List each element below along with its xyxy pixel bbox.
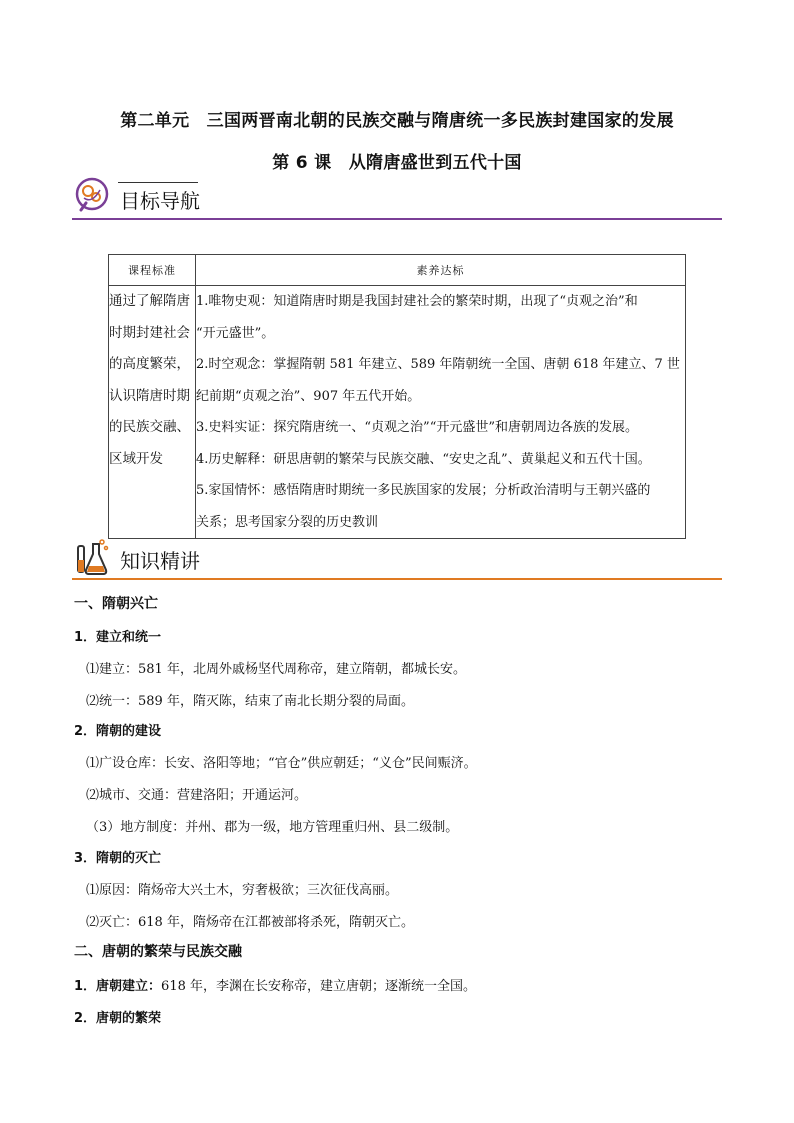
list-item: ⑵统一：589 年，隋灭陈，结束了南北长期分裂的局面。 xyxy=(86,694,414,709)
goal-line: 4.历史解释：研思唐朝的繁荣与民族交融、“安史之乱”、黄巢起义和五代十国。 xyxy=(196,451,651,467)
table-header-goals: 素养达标 xyxy=(196,255,686,286)
list-item: ⑵灭亡：618 年，隋炀帝在江都被部将杀死，隋朝灭亡。 xyxy=(86,915,414,930)
subheading: 3．隋朝的灭亡 xyxy=(74,851,162,866)
section-label-knowledge: 知识精讲 xyxy=(120,549,200,573)
list-item: ⑴广设仓库：长安、洛阳等地；“官仓”供应朝廷；“义仓”民间赈济。 xyxy=(86,756,477,771)
list-item xyxy=(74,975,476,994)
list-item: ⑴原因：隋炀帝大兴土木，穷奢极欲；三次征伐高丽。 xyxy=(86,883,399,898)
section-header-goal xyxy=(68,176,722,220)
part-heading: 二、唐朝的繁荣与民族交融 xyxy=(74,944,242,960)
item-text: 618 年，李渊在长安称帝，建立唐朝；逐渐统一全国。 xyxy=(161,979,476,994)
table-header-row xyxy=(109,255,686,286)
lab-flask-icon xyxy=(72,536,112,576)
section-header-knowledge xyxy=(68,536,722,580)
standard-cell xyxy=(109,286,196,539)
goal-line: 纪前期“贞观之治”、907 年五代开始。 xyxy=(196,388,421,404)
subheading: 2．隋朝的建设 xyxy=(74,724,162,739)
table-header-standard: 课程标准 xyxy=(109,255,196,286)
goal-line: 5.家国情怀：感悟隋唐时期统一多民族国家的发展；分析政治清明与王朝兴盛的 xyxy=(196,483,651,498)
part-heading: 一、隋朝兴亡 xyxy=(74,596,158,612)
list-item: （3）地方制度：并州、郡为一级，地方管理重归州、县二级制。 xyxy=(86,820,459,835)
brain-gears-icon xyxy=(72,176,112,216)
goal-line: 关系；思考国家分裂的历史教训 xyxy=(196,514,379,530)
standard-line: 的高度繁荣， xyxy=(109,356,190,372)
goal-line: 1.唯物史观：知道隋唐时期是我国封建社会的繁荣时期，出现了“贞观之治”和 xyxy=(196,294,638,309)
goal-line: 3.史料实证：探究隋唐统一、“贞观之治”“开元盛世”和唐朝周边各族的发展。 xyxy=(196,420,638,435)
unit-title: 第二单元 三国两晋南北朝的民族交融与隋唐统一多民族封建国家的发展 xyxy=(120,111,674,131)
section-label-goal: 目标导航 xyxy=(120,189,200,213)
lesson-title: 第 6 课 从隋唐盛世到五代十国 xyxy=(272,153,522,173)
goal-line: “开元盛世”。 xyxy=(196,325,275,341)
section-rule-knowledge xyxy=(72,578,722,580)
table-row xyxy=(109,286,686,539)
subheading: 1．建立和统一 xyxy=(74,630,162,645)
list-item: ⑴建立：581 年，北周外戚杨坚代周称帝，建立隋朝，都城长安。 xyxy=(86,662,466,677)
standard-line: 时期封建社会 xyxy=(109,324,190,341)
goals-cell xyxy=(196,286,686,539)
standard-line: 认识隋唐时期 xyxy=(109,387,190,404)
subheading: 2．唐朝的繁荣 xyxy=(74,1011,162,1026)
section-rule-goal xyxy=(72,218,722,220)
curriculum-table xyxy=(108,254,686,539)
standard-line: 区域开发 xyxy=(109,450,163,467)
subheading-inline: 1．唐朝建立： xyxy=(74,979,162,994)
header-accent-line xyxy=(118,182,198,183)
goal-line: 2.时空观念：掌握隋朝 581 年建立、589 年隋朝统一全国、唐朝 618 年建立、7 世 xyxy=(196,357,680,372)
list-item: ⑵城市、交通：营建洛阳；开通运河。 xyxy=(86,788,308,803)
standard-line: 通过了解隋唐 xyxy=(109,293,190,309)
standard-line: 的民族交融、 xyxy=(109,419,190,435)
